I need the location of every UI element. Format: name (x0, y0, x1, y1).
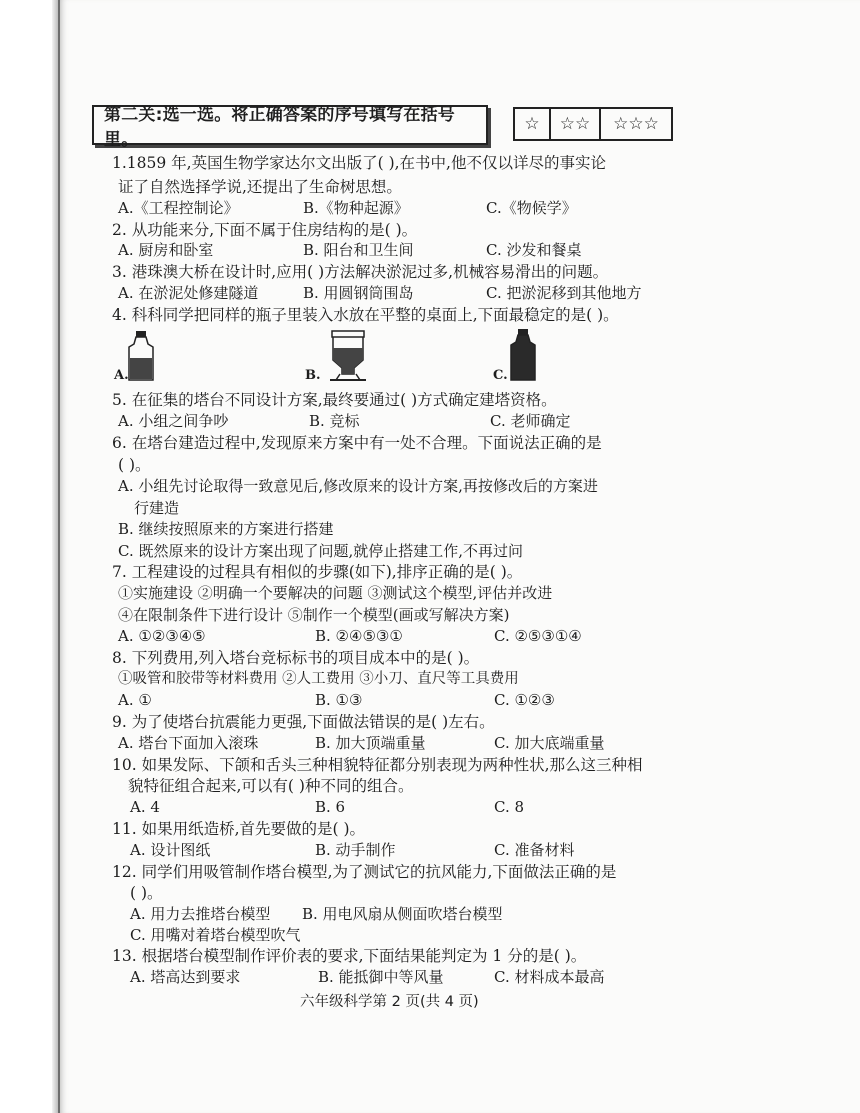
q10-option-c[interactable]: C. 8 (494, 798, 525, 816)
q2-option-b[interactable]: B. 阳台和卫生间 (303, 241, 414, 259)
q2-option-a[interactable]: A. 厨房和卧室 (118, 241, 214, 259)
question-13-text: 13. 根据塔台模型制作评价表的要求,下面结果能判定为 1 分的是( )。 (112, 947, 587, 965)
q11-option-a[interactable]: A. 设计图纸 (130, 841, 211, 859)
question-9-text: 9. 为了使塔台抗震能力更强,下面做法错误的是( )左右。 (112, 713, 495, 731)
question-7-text: 7. 工程建设的过程具有相似的步骤(如下),排序正确的是( )。 (112, 563, 523, 581)
q11-option-b[interactable]: B. 动手制作 (315, 841, 396, 859)
q7-steps-2: ④在限制条件下进行设计 ⑤制作一个模型(画或写解决方案) (118, 606, 510, 624)
q4-option-b[interactable]: B. (305, 368, 321, 383)
bottle-a-icon (126, 330, 156, 382)
q7-steps-1: ①实施建设 ②明确一个要解决的问题 ③测试这个模型,评估并改进 (118, 584, 553, 602)
bottle-c-icon (508, 328, 538, 382)
q7-option-c[interactable]: C. ②⑤③①④ (494, 627, 582, 645)
rating-one-star[interactable]: ☆ (515, 109, 551, 139)
q13-option-b[interactable]: B. 能抵御中等风量 (318, 968, 444, 986)
q1-option-b[interactable]: B.《物种起源》 (303, 199, 409, 217)
q7-option-b[interactable]: B. ②④⑤③① (315, 627, 403, 645)
q6-option-c[interactable]: C. 既然原来的设计方案出现了问题,就停止搭建工作,不再过问 (118, 542, 524, 560)
q3-option-b[interactable]: B. 用圆钢筒围岛 (303, 284, 414, 302)
q13-option-c[interactable]: C. 材料成本最高 (494, 968, 605, 986)
q6-option-b[interactable]: B. 继续按照原来的方案进行搭建 (118, 520, 334, 538)
q7-option-a[interactable]: A. ①②③④⑤ (118, 627, 206, 645)
q5-option-c[interactable]: C. 老师确定 (490, 412, 571, 430)
star-rating-box (513, 107, 673, 141)
question-8-text: 8. 下列费用,列入塔台竞标标书的项目成本中的是( )。 (112, 649, 480, 667)
q8-option-b[interactable]: B. ①③ (315, 691, 363, 709)
q4-option-a[interactable]: A. (114, 368, 129, 383)
question-12-text-cont: ( )。 (130, 884, 163, 902)
q1-option-c[interactable]: C.《物候学》 (486, 199, 577, 217)
q3-option-c[interactable]: C. 把淤泥移到其他地方 (486, 284, 642, 302)
q8-option-a[interactable]: A. ① (118, 691, 152, 709)
q6-option-a-cont: 行建造 (134, 499, 180, 517)
question-6-text-cont: ( )。 (118, 456, 151, 474)
question-10-text: 10. 如果发际、下颌和舌头三种相貌特征都分别表现为两种性状,那么这三种相 (112, 756, 643, 774)
question-4-text: 4. 科科同学把同样的瓶子里装入水放在平整的桌面上,下面最稳定的是( )。 (112, 306, 619, 324)
rating-three-stars[interactable]: ☆☆☆ (613, 114, 659, 134)
q12-option-c[interactable]: C. 用嘴对着塔台模型吹气 (130, 926, 301, 944)
question-6-text: 6. 在塔台建造过程中,发现原来方案中有一处不合理。下面说法正确的是 (112, 434, 602, 452)
question-12-text: 12. 同学们用吸管制作塔台模型,为了测试它的抗风能力,下面做法正确的是 (112, 863, 617, 881)
q9-option-c[interactable]: C. 加大底端重量 (494, 734, 605, 752)
q10-option-a[interactable]: A. 4 (130, 798, 160, 816)
q10-option-b[interactable]: B. 6 (315, 798, 346, 816)
q8-items: ①吸管和胶带等材料费用 ②人工费用 ③小刀、直尺等工具费用 (118, 671, 519, 687)
q1-option-a[interactable]: A.《工程控制论》 (118, 199, 239, 217)
q2-option-c[interactable]: C. 沙发和餐桌 (486, 241, 582, 259)
q13-option-a[interactable]: A. 塔高达到要求 (130, 968, 241, 986)
q12-option-a[interactable]: A. 用力去推塔台模型 (130, 905, 271, 923)
section-header (92, 105, 488, 150)
question-2-text: 2. 从功能来分,下面不属于住房结构的是( )。 (112, 221, 418, 239)
q8-option-c[interactable]: C. ①②③ (494, 691, 555, 709)
q4-option-c[interactable]: C. (493, 368, 508, 383)
q9-option-b[interactable]: B. 加大顶端重量 (315, 734, 426, 752)
bottle-b-icon (328, 330, 368, 382)
question-1-text: 1.1859 年,英国生物学家达尔文出版了( ),在书中,他不仅以详尽的事实论 (112, 154, 606, 172)
section-title: 第二关:选一选。将正确答案的序号填写在括号里。 (104, 105, 455, 150)
q6-option-a[interactable]: A. 小组先讨论取得一致意见后,修改原来的设计方案,再按修改后的方案进 (118, 477, 598, 495)
question-5-text: 5. 在征集的塔台不同设计方案,最终要通过( )方式确定建塔资格。 (112, 391, 557, 409)
question-10-text-cont: 貌特征组合起来,可以有( )种不同的组合。 (128, 777, 414, 795)
q5-option-b[interactable]: B. 竞标 (309, 412, 360, 430)
question-1-text-cont: 证了自然选择学说,还提出了生命树思想。 (118, 178, 402, 196)
question-3-text: 3. 港珠澳大桥在设计时,应用( )方法解决淤泥过多,机械容易滑出的问题。 (112, 263, 609, 281)
page-footer: 六年级科学第 2 页(共 4 页) (300, 994, 479, 1010)
q5-option-a[interactable]: A. 小组之间争吵 (118, 412, 229, 430)
q3-option-a[interactable]: A. 在淤泥处修建隧道 (118, 284, 259, 302)
q11-option-c[interactable]: C. 准备材料 (494, 841, 575, 859)
question-11-text: 11. 如果用纸造桥,首先要做的是( )。 (112, 820, 366, 838)
q12-option-b[interactable]: B. 用电风扇从侧面吹塔台模型 (302, 905, 503, 923)
rating-two-stars[interactable]: ☆☆ (551, 109, 601, 139)
q9-option-a[interactable]: A. 塔台下面加入滚珠 (118, 734, 259, 752)
